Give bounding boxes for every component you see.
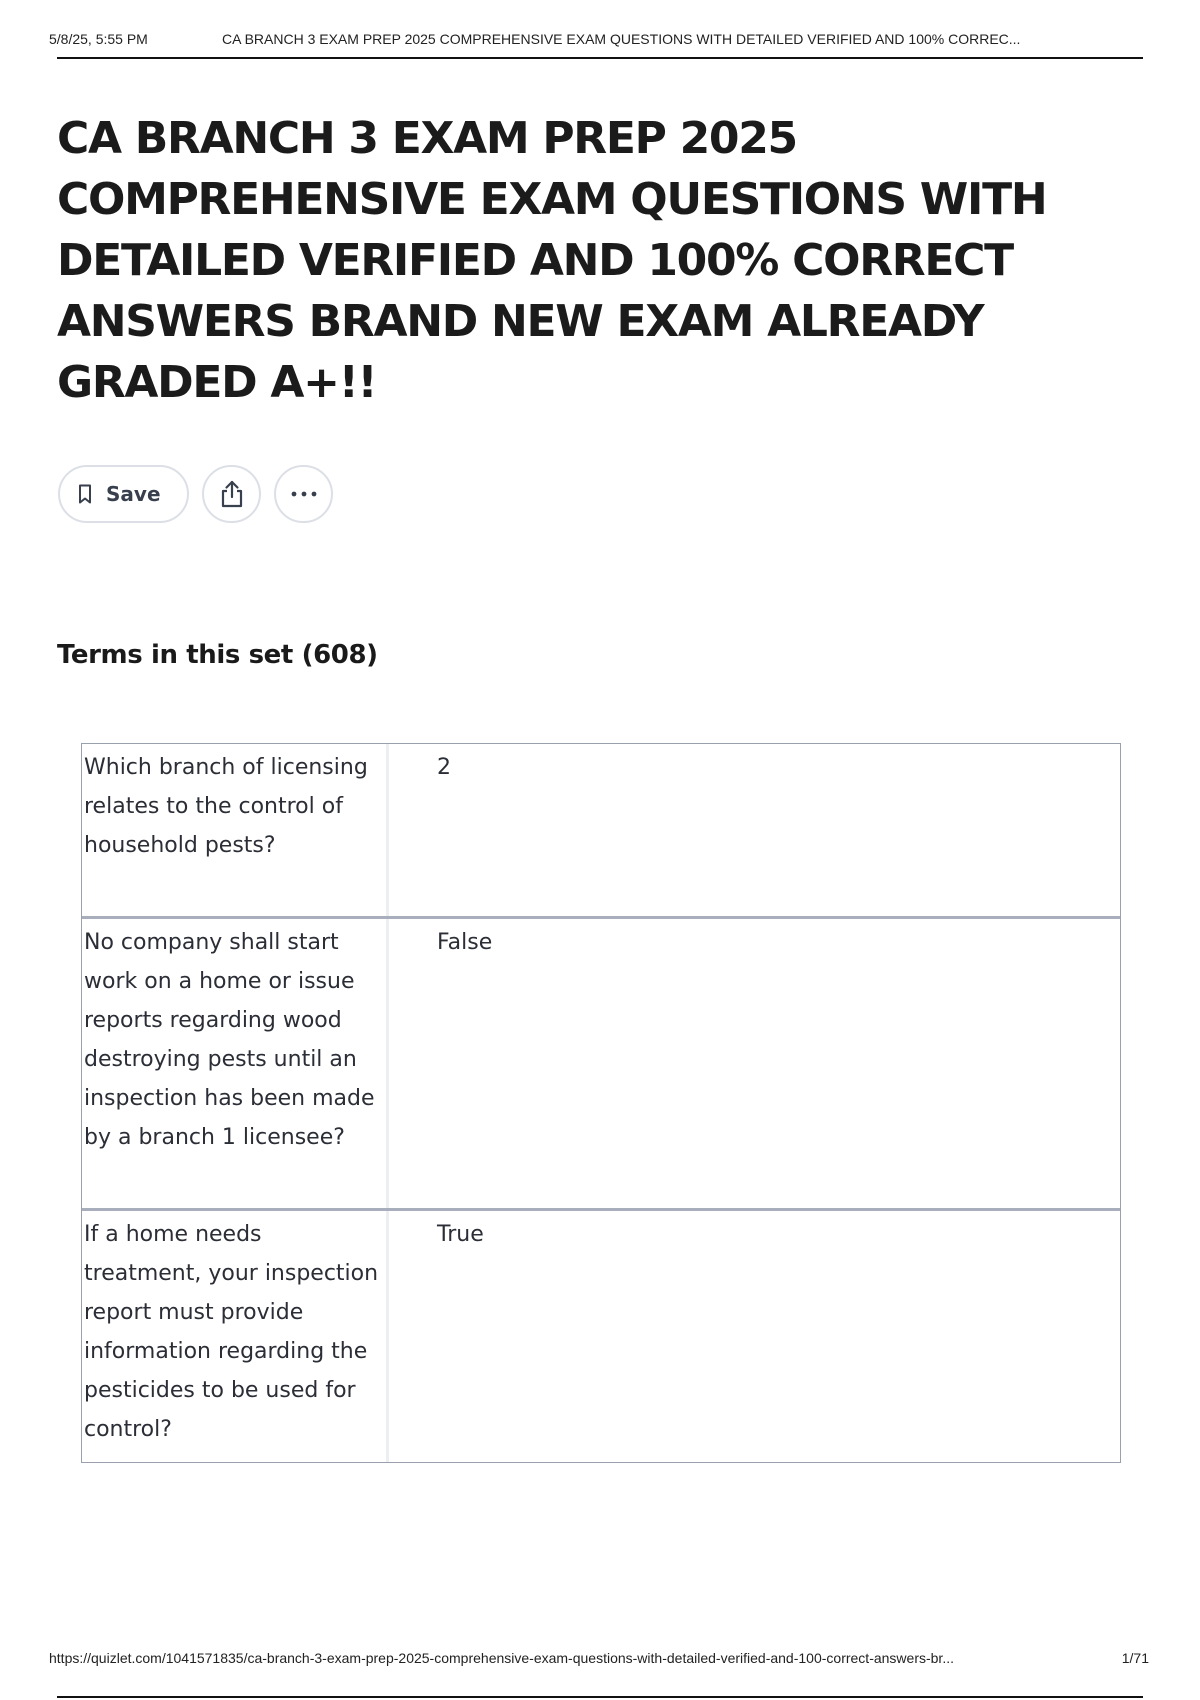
page-number: 1/71 [1121,1650,1149,1666]
header-divider [57,57,1143,59]
term-row [82,744,1120,916]
more-options-button[interactable] [274,465,333,523]
terms-heading: Terms in this set (608) [57,640,378,670]
save-button[interactable] [58,465,189,523]
print-document-title: CA BRANCH 3 EXAM PREP 2025 COMPREHENSIVE EXAM QUESTIONS WITH DETAILED VERIFIED AND 100% CORREC... [222,31,1021,47]
definition-text: False [437,930,493,955]
print-header [49,28,1143,52]
share-icon [218,479,246,509]
page-title: CA BRANCH 3 EXAM PREP 2025 COMPREHENSIVE EXAM QUESTIONS WITH DETAILED VERIFIED AND 100% CORRECT ANSWERS BRAND NEW EXAM ALREADY GRADED A+!! [57,113,1047,408]
more-options-icon [289,490,319,498]
term-text: No company shall start work on a home or issue reports regarding wood destroying pests until an inspection has been made by a branch 1 licensee? [82,919,389,1208]
terms-table [81,743,1121,1463]
share-button[interactable] [202,465,261,523]
footer-divider [57,1696,1143,1698]
bookmark-icon [76,483,94,505]
save-button-label: Save [106,482,161,506]
definition-text: True [437,1222,484,1247]
page-url: https://quizlet.com/1041571835/ca-branch-3-exam-prep-2025-comprehensive-exam-questions-with-detailed-verified-and-100-correct-answers-br... [49,1650,954,1666]
term-row [82,1208,1120,1462]
print-datetime: 5/8/25, 5:55 PM [49,31,148,47]
term-text: Which branch of licensing relates to the control of household pests? [82,744,389,916]
term-row [82,916,1120,1208]
print-footer [49,1650,1149,1670]
term-text: If a home needs treatment, your inspection report must provide information regarding the pesticides to be used for control? [82,1211,389,1462]
definition-text: 2 [437,755,451,780]
